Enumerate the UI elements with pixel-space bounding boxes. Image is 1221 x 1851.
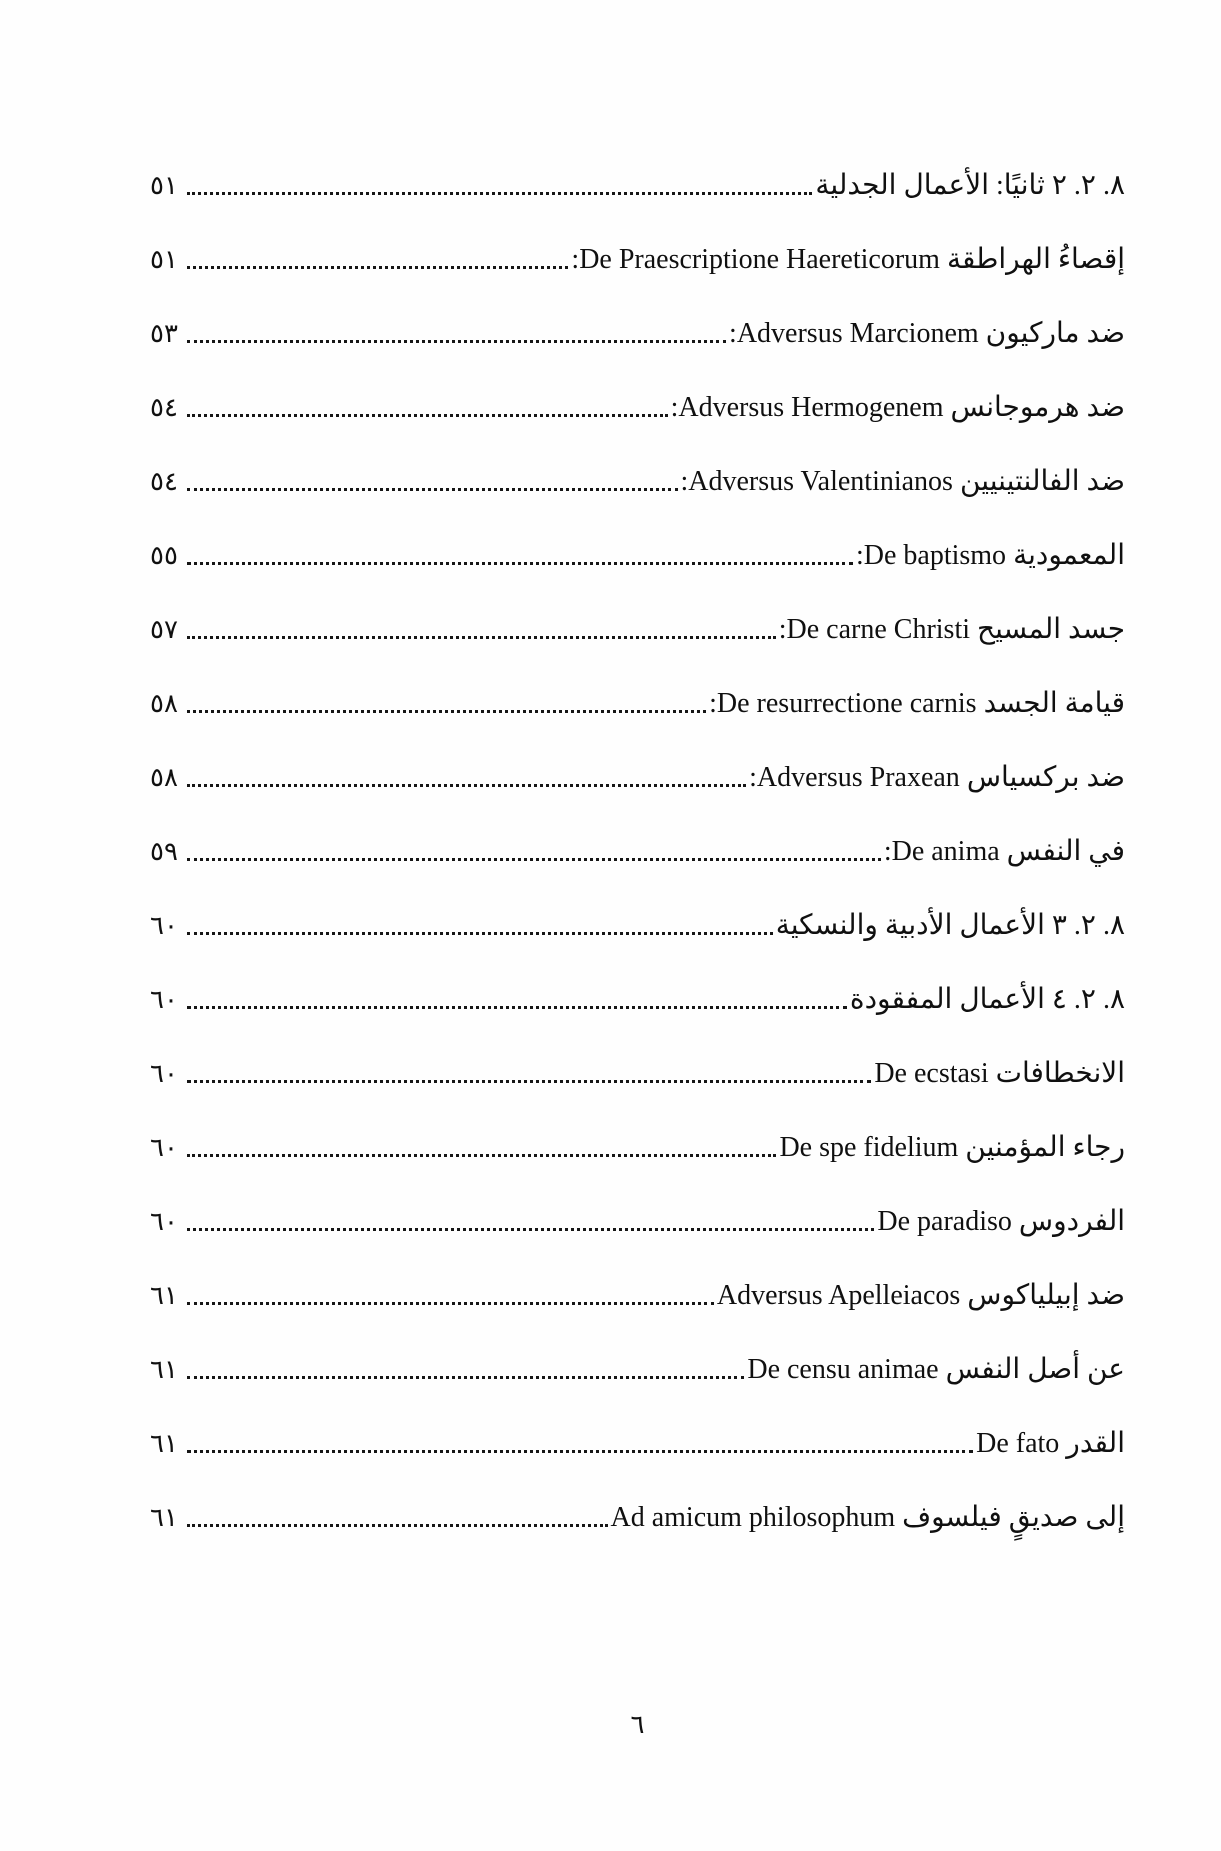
toc-entry[interactable]: [150, 815, 1125, 889]
toc-entry[interactable]: [150, 297, 1125, 371]
toc-entry[interactable]: [150, 371, 1125, 445]
toc-entry-title: ٨. ٢. ٤ الأعمال المفقودة: [849, 984, 1125, 1015]
toc-entry-title: إلى صديقٍ فيلسوف Ad amicum philosophum: [610, 1502, 1125, 1533]
toc-entry-title: ضد ماركيون Adversus Marcionem:: [729, 318, 1125, 349]
page-footer: [150, 1712, 1125, 1738]
toc-entry[interactable]: [150, 223, 1125, 297]
dot-leader: [187, 1376, 744, 1379]
toc-entry-title: إقصاءُ الهراطقة De Praescriptione Haereticorum:: [571, 244, 1125, 275]
toc-entry-page-number: ٦٠: [150, 1133, 178, 1162]
dot-leader: [187, 710, 706, 713]
toc-entry-page-number: ٦١: [150, 1281, 178, 1310]
toc-entry-page-number: ٦٠: [150, 985, 178, 1014]
dot-leader: [187, 340, 726, 343]
dot-leader: [187, 1080, 871, 1083]
dot-leader: [187, 1228, 874, 1231]
toc-entry-title: ٨. ٢. ٢ ثانيًا: الأعمال الجدلية: [815, 170, 1125, 201]
toc-entry[interactable]: [150, 963, 1125, 1037]
toc-entry-title: جسد المسيح De carne Christi:: [778, 614, 1125, 645]
toc-entry-page-number: ٦١: [150, 1503, 178, 1532]
toc-entry-page-number: ٦١: [150, 1429, 178, 1458]
toc-entry-page-number: ٦١: [150, 1355, 178, 1384]
toc-entry-page-number: ٥١: [150, 171, 178, 200]
toc-entry-page-number: ٦٠: [150, 1059, 178, 1088]
toc-entry-title: ضد هرموجانس Adversus Hermogenem:: [670, 392, 1125, 423]
toc-entry[interactable]: [150, 1037, 1125, 1111]
toc-entry-page-number: ٥٧: [150, 615, 178, 644]
toc-entry-page-number: ٥١: [150, 245, 178, 274]
toc-entry-title: المعمودية De baptismo:: [855, 540, 1125, 571]
dot-leader: [187, 414, 668, 417]
toc-entry-title: ضد إبيلياكوس Adversus Apelleiacos: [716, 1280, 1125, 1311]
dot-leader: [187, 636, 776, 639]
dot-leader: [187, 858, 881, 861]
toc-entry-page-number: ٥٥: [150, 541, 178, 570]
toc-entry-page-number: ٥٨: [150, 689, 178, 718]
dot-leader: [187, 266, 568, 269]
toc-entry[interactable]: [150, 1185, 1125, 1259]
toc-entry[interactable]: [150, 1111, 1125, 1185]
dot-leader: [187, 488, 678, 491]
toc-entry-page-number: ٦٠: [150, 1207, 178, 1236]
toc-entry[interactable]: [150, 593, 1125, 667]
dot-leader: [187, 932, 773, 935]
dot-leader: [187, 1450, 973, 1453]
toc-entry-title: القدر De fato: [976, 1428, 1125, 1459]
dot-leader: [187, 1006, 847, 1009]
toc-entry-page-number: ٥٨: [150, 763, 178, 792]
table-of-contents: [150, 149, 1125, 1555]
toc-entry-page-number: ٥٤: [150, 393, 178, 422]
toc-entry-page-number: ٥٤: [150, 467, 178, 496]
toc-entry[interactable]: [150, 741, 1125, 815]
dot-leader: [187, 1154, 777, 1157]
toc-entry[interactable]: [150, 889, 1125, 963]
page-number: ٦: [630, 1710, 645, 1739]
dot-leader: [187, 1302, 714, 1305]
toc-entry[interactable]: [150, 149, 1125, 223]
toc-entry[interactable]: [150, 445, 1125, 519]
toc-entry-title: الانخطافات De ecstasi: [874, 1058, 1125, 1089]
toc-entry-page-number: ٥٣: [150, 319, 178, 348]
toc-entry[interactable]: [150, 519, 1125, 593]
toc-entry-page-number: ٦٠: [150, 911, 178, 940]
dot-leader: [187, 562, 853, 565]
dot-leader: [187, 192, 812, 195]
toc-entry-title: في النفس De anima:: [883, 836, 1125, 867]
toc-entry-title: عن أصل النفس De censu animae: [747, 1354, 1125, 1385]
toc-entry-page-number: ٥٩: [150, 837, 178, 866]
toc-entry-title: ضد بركسياس Adversus Praxean:: [749, 762, 1125, 793]
toc-entry[interactable]: [150, 1481, 1125, 1555]
toc-entry-title: الفردوس De paradiso: [877, 1206, 1125, 1237]
toc-entry[interactable]: [150, 667, 1125, 741]
toc-entry-title: قيامة الجسد De resurrectione carnis:: [709, 688, 1125, 719]
dot-leader: [187, 784, 746, 787]
toc-entry[interactable]: [150, 1259, 1125, 1333]
toc-entry-title: ٨. ٢. ٣ الأعمال الأدبية والنسكية: [775, 910, 1125, 941]
dot-leader: [187, 1524, 608, 1527]
toc-entry[interactable]: [150, 1333, 1125, 1407]
toc-entry-title: ضد الفالنتينيين Adversus Valentinianos:: [680, 466, 1125, 497]
toc-entry-title: رجاء المؤمنين De spe fidelium: [779, 1132, 1125, 1163]
toc-entry[interactable]: [150, 1407, 1125, 1481]
